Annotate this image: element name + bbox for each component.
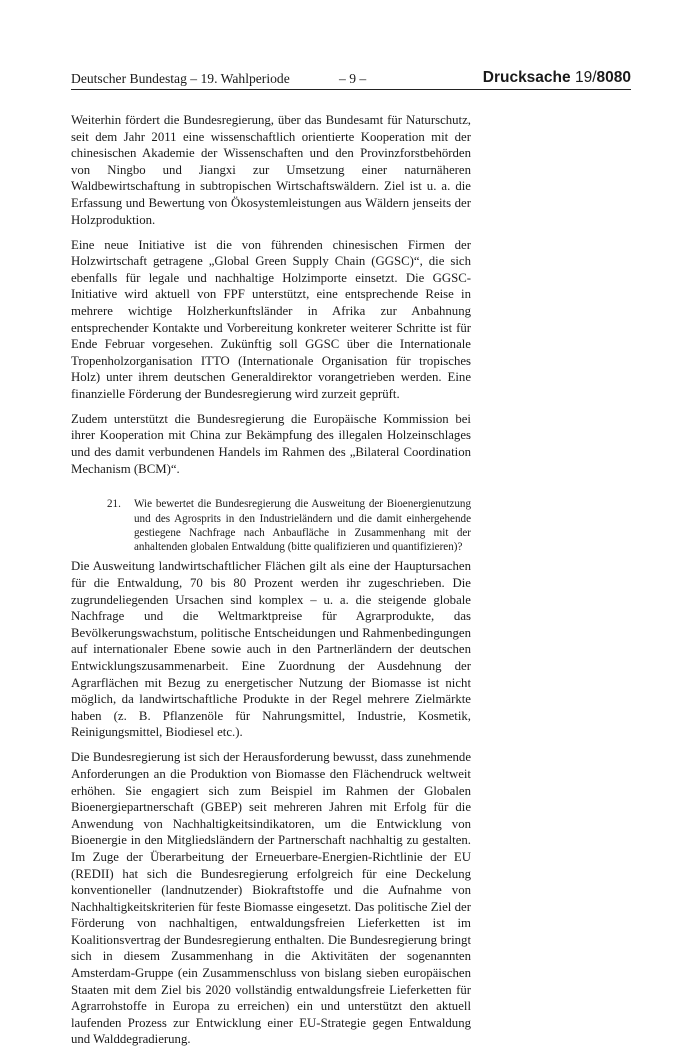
- header-publication: Deutscher Bundestag – 19. Wahlperiode: [71, 71, 290, 86]
- page-header: [71, 69, 631, 90]
- document-body: [71, 112, 471, 1056]
- document-label: Drucksache: [482, 69, 571, 86]
- document-number-suffix: 8080: [596, 69, 631, 86]
- question-number: 21.: [107, 498, 121, 511]
- document-number-prefix: 19/: [574, 69, 597, 86]
- question-21: [71, 497, 471, 554]
- page-number: – 9 –: [339, 71, 367, 86]
- document-number: [483, 69, 631, 87]
- paragraph: Weiterhin fördert die Bundesregierung, über das Bundesamt für Naturschutz, seit dem Jahr 2011 eine wissenschaftlich orientierte Kooperation mit der chinesischen Akademie der Wissenschaften und den Provinzforstbehörden von Ningbo und Jiangxi zur Umsetzung einer naturnäheren Waldbewirtschaftung in subtropischen Wirtschaftswäldern. Ziel ist u. a. die Erfassung und Bewertung von Ökosystemleistungen aus Wäldern jenseits der Holzproduktion.: [71, 113, 471, 227]
- question-text: Wie bewertet die Bundesregierung die Ausweitung der Bioenergienutzung und des Agrosprits in den Industrieländern und die damit einhergehende gestiegene Nachfrage nach Anbaufläche in Zusammenhang mit der anhaltenden globalen Entwaldung (bitte qualifizieren und quantifizieren)?: [134, 498, 471, 554]
- paragraph: Zudem unterstützt die Bundesregierung die Europäische Kommission bei ihrer Kooperation mit China zur Bekämpfung des illegalen Holzeinschlages und des damit verbundenen Handels im Rahmen des „Bilateral Coordination Mechanism (BCM)“.: [71, 411, 471, 476]
- answer-paragraph: Die Ausweitung landwirtschaftlicher Flächen gilt als eine der Hauptursachen für die Entwaldung, 70 bis 80 Prozent werden ihr zugeschrieben. Die zugrundeliegenden Ursachen sind komplex – u. a. die steigende globale Nachfrage und die Weltmarktpreise für Agrarprodukte, das Bevölkerungswachstum, politische Entscheidungen und Rahmenbedingungen auf internationaler Ebene sowie auch in den Partnerländern der deutschen Entwicklungszusammenarbeit. Eine Zuordnung der Ausdehnung der Agrarflächen mit Bezug zu energetischer Nutzung der Biomasse ist nicht möglich, da landwirtschaftliche Produkte in der Regel mehrere Zielmärkte haben (z. B. Pflanzenöle für Nahrungsmittel, Industrie, Kosmetik, Reinigungsmittel, Biodiesel etc.).: [71, 559, 471, 740]
- answer-paragraph: Die Bundesregierung ist sich der Herausforderung bewusst, dass zunehmende Anforderungen an die Produktion von Biomasse den Flächendruck weltweit erhöhen. Sie engagiert sich zum Beispiel im Rahmen der Globalen Bioenergiepartnerschaft (GBEP) seit mehreren Jahren mit Erfolg für die Anwendung von Nachhaltigkeitsindikatoren, um die Entwicklung von Bioenergie in den Mitgliedsländern der Partnerschaft nachhaltig zu gestalten. Im Zuge der Überarbeitung der Erneuerbare-Energien-Richtlinie der EU (REDII) hat sich die Bundesregierung erfolgreich für eine Deckelung konventioneller (landnutzender) Biokraftstoffe und die Aufnahme von Nachhaltigkeitskriterien für feste Biomasse eingesetzt. Das politische Ziel der Förderung von nachhaltigen, entwaldungsfreien Lieferketten ist im Koalitionsvertrag der Bundesregierung enthalten. Die Bundesregierung bringt sich in diesem Zusammenhang in die Aktivitäten der sogenannten Amsterdam-Gruppe (ein Zusammenschluss von bislang sieben europäischen Staaten mit dem Ziel bis 2020 vollständig entwaldungsfreie Lieferketten für Agrarrohstoffe in Europa zu erreichen) ein und unterstützt den aktuell laufenden Prozess zur Entwicklung einer EU-Strategie gegen Entwaldung und Walddegradierung.: [71, 750, 471, 1047]
- paragraph: Eine neue Initiative ist die von führenden chinesischen Firmen der Holzwirtschaft getragene „Global Green Supply Chain (GGSC)“, die sich ebenfalls für legale und nachhaltige Holzimporte einsetzt. Die GGSC-Initiative wird aktuell von FPF unterstützt, eine entsprechende Reise in mehrere wichtige Holzherkunftsländer in Afrika zur Anbahnung entsprechender Kontakte und Vorbereitung konkreter weiterer Schritte ist für Ende Februar vorgesehen. Zukünftig soll GGSC über die Internationale Tropenholzorganisation ITTO (Internationale Organisation für tropisches Holz) unter ihrem deutschen Generaldirektor vorangetrieben werden. Eine finanzielle Förderung der Bundesregierung wird zurzeit geprüft.: [71, 237, 471, 401]
